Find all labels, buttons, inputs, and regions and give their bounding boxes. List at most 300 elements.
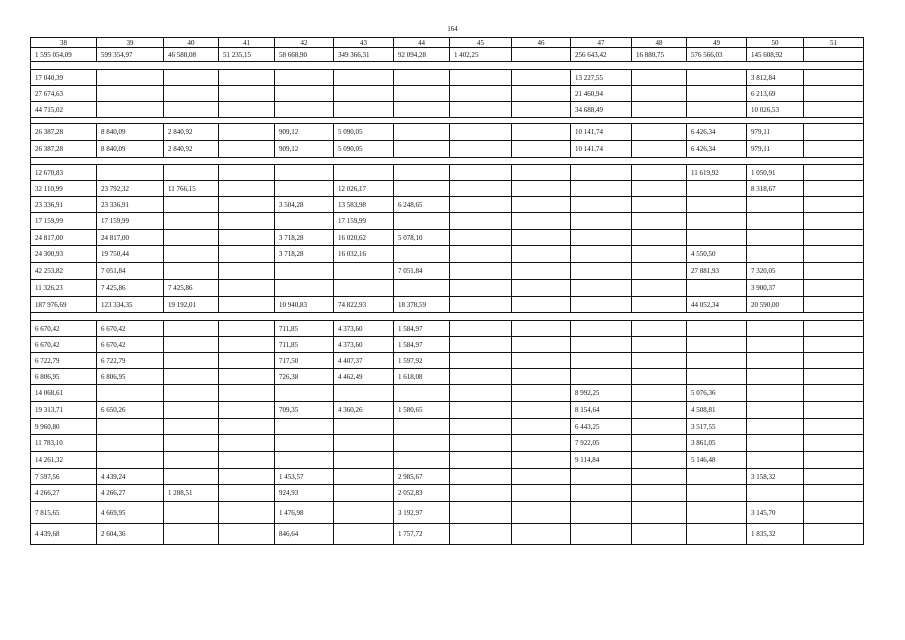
- table-cell: [450, 337, 512, 353]
- table-cell: 1 402,25: [450, 48, 512, 62]
- table-cell: 4 439,68: [31, 524, 97, 545]
- table-cell: 4 508,81: [687, 402, 747, 419]
- table-cell: 3 517,55: [687, 419, 747, 435]
- table-cell: [164, 213, 219, 230]
- table-cell: [747, 402, 804, 419]
- table-cell: [747, 321, 804, 337]
- table-cell: 6 722,79: [97, 353, 164, 369]
- table-cell: 27 881,93: [687, 263, 747, 280]
- table-cell: [450, 353, 512, 369]
- table-cell: [571, 502, 632, 524]
- table-cell: [632, 263, 687, 280]
- table-cell: [512, 469, 571, 485]
- table-cell: 6 670,42: [31, 321, 97, 337]
- table-cell: [219, 452, 275, 469]
- table-row: [31, 321, 864, 337]
- table-cell: 19 750,44: [97, 246, 164, 263]
- table-cell: 2 604,36: [97, 524, 164, 545]
- table-cell: [632, 353, 687, 369]
- table-cell: [747, 385, 804, 402]
- table-cell: [632, 502, 687, 524]
- table-cell: [632, 86, 687, 102]
- table-cell: 909,12: [275, 124, 334, 141]
- table-cell: [632, 469, 687, 485]
- table-row: [31, 485, 864, 502]
- table-cell: [632, 165, 687, 181]
- column-header: 44: [394, 38, 450, 48]
- table-cell: [97, 165, 164, 181]
- table-cell: 3 718,28: [275, 246, 334, 263]
- table-cell: [450, 213, 512, 230]
- table-cell: 6 213,69: [747, 86, 804, 102]
- table-cell: [450, 524, 512, 545]
- table-cell: [804, 70, 864, 86]
- table-cell: [747, 353, 804, 369]
- table-cell: [632, 385, 687, 402]
- table-cell: [164, 165, 219, 181]
- table-cell: 145 608,92: [747, 48, 804, 62]
- table-cell: [571, 337, 632, 353]
- table-cell: [571, 469, 632, 485]
- table-cell: 1 757,72: [394, 524, 450, 545]
- table-cell: 3 145,70: [747, 502, 804, 524]
- table-cell: 58 668,90: [275, 48, 334, 62]
- table-cell: [632, 485, 687, 502]
- table-cell: [219, 165, 275, 181]
- table-cell: [804, 485, 864, 502]
- table-row: [31, 124, 864, 141]
- table-cell: 3 900,37: [747, 280, 804, 297]
- table-cell: 3 504,28: [275, 197, 334, 213]
- table-cell: 20 590,00: [747, 297, 804, 313]
- table-cell: 27 674,63: [31, 86, 97, 102]
- table-cell: [804, 385, 864, 402]
- table-cell: [275, 86, 334, 102]
- table-cell: [334, 385, 394, 402]
- table-cell: [334, 165, 394, 181]
- table-cell: [512, 246, 571, 263]
- table-cell: 11 619,92: [687, 165, 747, 181]
- table-cell: [512, 337, 571, 353]
- table-cell: 4 373,60: [334, 321, 394, 337]
- table-cell: [164, 230, 219, 246]
- table-cell: [512, 230, 571, 246]
- table-cell: [512, 181, 571, 197]
- table-cell: 7 425,86: [97, 280, 164, 297]
- column-header: 48: [632, 38, 687, 48]
- table-cell: 6 722,79: [31, 353, 97, 369]
- table-cell: [687, 321, 747, 337]
- table-cell: [450, 385, 512, 402]
- table-cell: [164, 524, 219, 545]
- table-cell: [450, 469, 512, 485]
- table-cell: 24 300,93: [31, 246, 97, 263]
- table-cell: [219, 297, 275, 313]
- table-cell: [687, 502, 747, 524]
- table-cell: 6 670,42: [31, 337, 97, 353]
- table-cell: 34 688,49: [571, 102, 632, 118]
- table-cell: 9 960,80: [31, 419, 97, 435]
- table-cell: [512, 402, 571, 419]
- table-cell: [394, 70, 450, 86]
- table-cell: 1 584,97: [394, 321, 450, 337]
- table-cell: [219, 385, 275, 402]
- table-cell: [334, 102, 394, 118]
- table-cell: [804, 165, 864, 181]
- table-cell: [687, 469, 747, 485]
- table-cell: [334, 263, 394, 280]
- table-cell: 12 026,17: [334, 181, 394, 197]
- table-cell: [219, 102, 275, 118]
- table-cell: [219, 469, 275, 485]
- table-cell: 924,93: [275, 485, 334, 502]
- table-cell: 6 806,95: [31, 369, 97, 385]
- table-cell: 44 052,34: [687, 297, 747, 313]
- table-cell: [164, 419, 219, 435]
- table-cell: [512, 48, 571, 62]
- column-header: 40: [164, 38, 219, 48]
- table-cell: [747, 230, 804, 246]
- table-cell: [687, 337, 747, 353]
- table-cell: 6 443,25: [571, 419, 632, 435]
- table-row: [31, 385, 864, 402]
- table-cell: [275, 102, 334, 118]
- table-cell: 7 320,05: [747, 263, 804, 280]
- table-cell: [747, 452, 804, 469]
- table-cell: [97, 419, 164, 435]
- table-cell: [394, 280, 450, 297]
- table-cell: [747, 369, 804, 385]
- table-row: [31, 48, 864, 62]
- table-cell: [275, 452, 334, 469]
- table-cell: [275, 165, 334, 181]
- table-cell: 4 266,27: [31, 485, 97, 502]
- table-cell: [632, 124, 687, 141]
- table-cell: [747, 213, 804, 230]
- table-cell: 5 090,05: [334, 124, 394, 141]
- table-cell: 1 453,57: [275, 469, 334, 485]
- table-cell: [571, 369, 632, 385]
- table-cell: [394, 124, 450, 141]
- table-cell: [687, 70, 747, 86]
- table-cell: [747, 485, 804, 502]
- table-cell: [687, 86, 747, 102]
- table-cell: [219, 337, 275, 353]
- column-header: 39: [97, 38, 164, 48]
- table-cell: 4 550,50: [687, 246, 747, 263]
- table-cell: [450, 402, 512, 419]
- table-cell: [804, 524, 864, 545]
- table-cell: 9 114,84: [571, 452, 632, 469]
- table-cell: [450, 502, 512, 524]
- table-cell: [164, 337, 219, 353]
- table-cell: 6 248,65: [394, 197, 450, 213]
- table-cell: 11 766,15: [164, 181, 219, 197]
- table-cell: [512, 524, 571, 545]
- table-cell: 256 643,42: [571, 48, 632, 62]
- table-cell: [571, 197, 632, 213]
- table-cell: [632, 246, 687, 263]
- table-cell: [164, 469, 219, 485]
- table-cell: [450, 485, 512, 502]
- table-cell: [804, 452, 864, 469]
- table-cell: 4 407,37: [334, 353, 394, 369]
- table-cell: 26 387,28: [31, 124, 97, 141]
- table-cell: [632, 197, 687, 213]
- table-row: [31, 141, 864, 158]
- table-cell: 909,12: [275, 141, 334, 158]
- table-cell: [632, 181, 687, 197]
- page-number: 164: [447, 25, 458, 33]
- table-cell: [571, 246, 632, 263]
- table-cell: [394, 165, 450, 181]
- table-cell: [164, 321, 219, 337]
- table-cell: [632, 452, 687, 469]
- table-cell: 2 840,92: [164, 124, 219, 141]
- table-cell: 8 840,09: [97, 124, 164, 141]
- table-cell: [164, 86, 219, 102]
- table-cell: [512, 102, 571, 118]
- table-cell: 846,64: [275, 524, 334, 545]
- table-cell: [450, 263, 512, 280]
- table-cell: [164, 435, 219, 452]
- table-cell: [450, 280, 512, 297]
- data-table: [30, 37, 864, 545]
- table-cell: [804, 280, 864, 297]
- table-cell: 3 158,32: [747, 469, 804, 485]
- column-header: 47: [571, 38, 632, 48]
- table-cell: [571, 297, 632, 313]
- table-cell: [334, 435, 394, 452]
- table-cell: [394, 385, 450, 402]
- table-cell: 26 387,28: [31, 141, 97, 158]
- table-cell: 4 360,26: [334, 402, 394, 419]
- table-cell: [571, 165, 632, 181]
- table-cell: [571, 181, 632, 197]
- table-cell: 8 318,67: [747, 181, 804, 197]
- table-cell: [275, 280, 334, 297]
- column-header: 41: [219, 38, 275, 48]
- table-cell: [804, 181, 864, 197]
- column-header: 50: [747, 38, 804, 48]
- table-cell: [164, 452, 219, 469]
- table-cell: [275, 70, 334, 86]
- table-cell: 3 718,28: [275, 230, 334, 246]
- table-cell: 1 050,91: [747, 165, 804, 181]
- table-cell: 74 822,93: [334, 297, 394, 313]
- table-cell: [687, 280, 747, 297]
- table-cell: 1 597,92: [394, 353, 450, 369]
- table-cell: 711,85: [275, 321, 334, 337]
- table-cell: [164, 197, 219, 213]
- separator-cell: [31, 158, 864, 165]
- table-cell: 2 985,67: [394, 469, 450, 485]
- table-cell: 1 288,51: [164, 485, 219, 502]
- table-cell: [512, 70, 571, 86]
- table-cell: 14 068,61: [31, 385, 97, 402]
- table-cell: 13 227,55: [571, 70, 632, 86]
- table-cell: [804, 102, 864, 118]
- table-cell: 17 159,99: [334, 213, 394, 230]
- table-cell: 5 146,48: [687, 452, 747, 469]
- table-cell: 19 313,71: [31, 402, 97, 419]
- column-header: 38: [31, 38, 97, 48]
- table-row: [31, 246, 864, 263]
- table-cell: [687, 353, 747, 369]
- table-cell: 979,11: [747, 141, 804, 158]
- table-cell: [450, 197, 512, 213]
- table-cell: [219, 70, 275, 86]
- table-cell: 5 076,36: [687, 385, 747, 402]
- table-cell: [219, 181, 275, 197]
- table-cell: [275, 263, 334, 280]
- table-cell: [747, 197, 804, 213]
- table-cell: [219, 246, 275, 263]
- table-row: [31, 280, 864, 297]
- table-cell: 14 261,32: [31, 452, 97, 469]
- table-cell: [804, 469, 864, 485]
- table-cell: [632, 230, 687, 246]
- table-cell: 3 812,84: [747, 70, 804, 86]
- table-cell: [632, 102, 687, 118]
- table-cell: [334, 524, 394, 545]
- table-cell: [219, 485, 275, 502]
- table-cell: [450, 181, 512, 197]
- table-cell: [334, 485, 394, 502]
- table-cell: 979,11: [747, 124, 804, 141]
- table-cell: 12 670,83: [31, 165, 97, 181]
- table-cell: [334, 280, 394, 297]
- table-cell: [804, 297, 864, 313]
- table-cell: [512, 141, 571, 158]
- table-cell: [394, 419, 450, 435]
- table-cell: [164, 502, 219, 524]
- table-cell: [571, 485, 632, 502]
- table-cell: [97, 452, 164, 469]
- table-cell: [97, 435, 164, 452]
- table-row: [31, 337, 864, 353]
- table-cell: [450, 435, 512, 452]
- table-cell: [687, 230, 747, 246]
- table-cell: 123 334,35: [97, 297, 164, 313]
- table-cell: [512, 297, 571, 313]
- table-row: [31, 502, 864, 524]
- table-cell: [450, 102, 512, 118]
- table-cell: [164, 385, 219, 402]
- table-cell: 4 439,24: [97, 469, 164, 485]
- table-cell: [394, 213, 450, 230]
- table-cell: [804, 263, 864, 280]
- table-row: [31, 452, 864, 469]
- table-cell: [632, 280, 687, 297]
- table-cell: 51 235,15: [219, 48, 275, 62]
- table-cell: [512, 452, 571, 469]
- table-cell: [219, 230, 275, 246]
- table-cell: 7 051,84: [97, 263, 164, 280]
- table-cell: 4 373,60: [334, 337, 394, 353]
- table-cell: [747, 419, 804, 435]
- table-cell: [164, 263, 219, 280]
- table-cell: [450, 70, 512, 86]
- table-cell: 6 426,34: [687, 141, 747, 158]
- table-row: [31, 419, 864, 435]
- table-cell: [804, 337, 864, 353]
- table-cell: [450, 86, 512, 102]
- column-header: 46: [512, 38, 571, 48]
- table-cell: [632, 524, 687, 545]
- table-cell: [334, 419, 394, 435]
- table-row: [31, 165, 864, 181]
- section-separator-row: [31, 158, 864, 165]
- table-cell: [450, 246, 512, 263]
- table-cell: [219, 419, 275, 435]
- table-cell: [571, 230, 632, 246]
- table-cell: [804, 124, 864, 141]
- table-cell: 7 597,56: [31, 469, 97, 485]
- table-cell: [275, 419, 334, 435]
- table-cell: [164, 402, 219, 419]
- table-cell: 23 336,91: [31, 197, 97, 213]
- table-cell: 7 051,84: [394, 263, 450, 280]
- table-cell: 24 817,00: [31, 230, 97, 246]
- table-cell: [219, 524, 275, 545]
- table-cell: [97, 385, 164, 402]
- table-cell: 1 595 054,09: [31, 48, 97, 62]
- table-cell: [747, 435, 804, 452]
- table-cell: [687, 102, 747, 118]
- table-cell: 4 669,95: [97, 502, 164, 524]
- table-cell: [804, 353, 864, 369]
- table-cell: [394, 452, 450, 469]
- table-cell: 7 815,65: [31, 502, 97, 524]
- table-cell: 19 192,01: [164, 297, 219, 313]
- table-cell: [219, 141, 275, 158]
- table-cell: 7 922,05: [571, 435, 632, 452]
- table-cell: 44 715,02: [31, 102, 97, 118]
- table-cell: [804, 402, 864, 419]
- table-cell: [687, 213, 747, 230]
- table-row: [31, 102, 864, 118]
- table-cell: 4 462,49: [334, 369, 394, 385]
- table-cell: [450, 369, 512, 385]
- table-cell: [804, 321, 864, 337]
- column-header: 51: [804, 38, 864, 48]
- table-cell: [804, 213, 864, 230]
- column-header: 43: [334, 38, 394, 48]
- table-cell: [512, 485, 571, 502]
- table-cell: 46 588,08: [164, 48, 219, 62]
- table-cell: 3 861,05: [687, 435, 747, 452]
- table-cell: [632, 141, 687, 158]
- table-row: [31, 524, 864, 545]
- table-cell: 1 476,98: [275, 502, 334, 524]
- table-cell: 7 425,86: [164, 280, 219, 297]
- table-cell: 5 078,10: [394, 230, 450, 246]
- table-cell: [394, 246, 450, 263]
- table-cell: [687, 181, 747, 197]
- table-cell: [512, 369, 571, 385]
- table-cell: [219, 402, 275, 419]
- table-cell: 1 584,97: [394, 337, 450, 353]
- table-cell: [804, 419, 864, 435]
- table-cell: 187 976,69: [31, 297, 97, 313]
- table-cell: 576 566,03: [687, 48, 747, 62]
- table-cell: 16 020,62: [334, 230, 394, 246]
- table-cell: [804, 246, 864, 263]
- table-cell: [394, 102, 450, 118]
- table-row: [31, 213, 864, 230]
- table-cell: [512, 86, 571, 102]
